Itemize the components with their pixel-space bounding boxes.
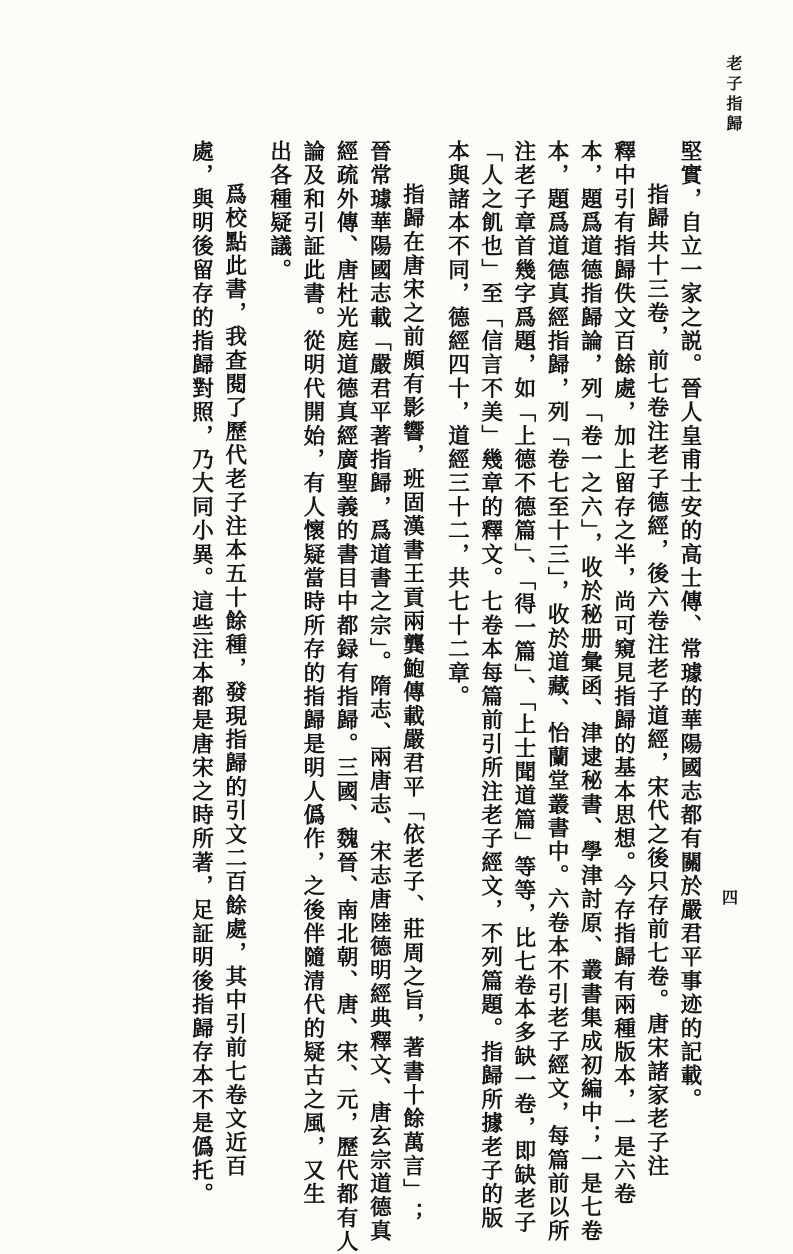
- text-column: 經疏外傳、唐杜光庭道德真經廣聖義的書目中都録有指歸。三國、魏晉、南北朝、唐、宋、元，歷代都有人: [333, 140, 359, 1254]
- text-column: 處，與明後留存的指歸對照，乃大同小異。這些注本都是唐宋之時所著，足証明後指歸存本不是僞托。: [188, 140, 214, 1207]
- text-column: 出各種疑議。: [266, 140, 292, 283]
- text-column: 指歸共十三卷，前七卷注老子德經，後六卷注老子道經，宋代之後只存前七卷。唐宋諸家老子注: [643, 183, 669, 1179]
- text-column: 本，題爲道德指歸論，列「卷一之六」，收於秘册彙函、津逮秘書、學津討原、叢書集成初編中；一是七卷: [577, 140, 603, 1244]
- text-column: 本與諸本不同，德經四十，道經三十二，共七十二章。: [444, 140, 470, 709]
- text-column: 晉常璩華陽國志載「嚴君平著指歸，爲道書之宗」。隋志、兩唐志、宋志唐陸德明經典釋文、唐玄宗道德真: [366, 140, 392, 1244]
- text-column: 爲校點此書，我查閱了歷代老子注本五十餘種，發現指歸的引文二百餘處，其中引前七卷文近百: [221, 183, 247, 1179]
- text-column: 堅實，自立一家之説。晉人皇甫士安的高士傳、常璩的華陽國志都有關於嚴君平事迹的記載。: [677, 140, 702, 1112]
- running-title: 老子指歸: [724, 55, 743, 135]
- text-column: 論及和引証此書。從明代開始，有人懷疑當時所存的指歸是明人僞作，之後伴隨清代的疑古之風，又生: [299, 140, 325, 1207]
- text-column: 本，題爲道德真經指歸，列「卷七至十三」，收於道藏、怡蘭堂叢書中。六卷本不引老子經文，每篇前以所: [544, 140, 570, 1244]
- text-column: 「人之飢也」至「信言不美」幾章的釋文。七卷本每篇前引所注老子經文，不列篇題。指歸所據老子的版: [477, 140, 503, 1231]
- text-column: 指歸在唐宋之前頗有影響，班固漢書王貢兩龔鮑傳載嚴君平「依老子、莊周之旨，著書十餘萬言」；: [399, 183, 425, 1226]
- text-body: [188, 140, 702, 1254]
- text-column: 釋中引有指歸佚文百餘處，加上留存之半，尚可窺見指歸的基本思想。今存指歸有兩種版本，一是六卷: [610, 140, 636, 1207]
- text-column: 注老子章首幾字爲題，如「上德不德篇」、「得一篇」、「上士聞道篇」等等，比七卷本多缺一卷，即缺老子: [510, 140, 536, 1235]
- page-number: 四: [722, 888, 739, 907]
